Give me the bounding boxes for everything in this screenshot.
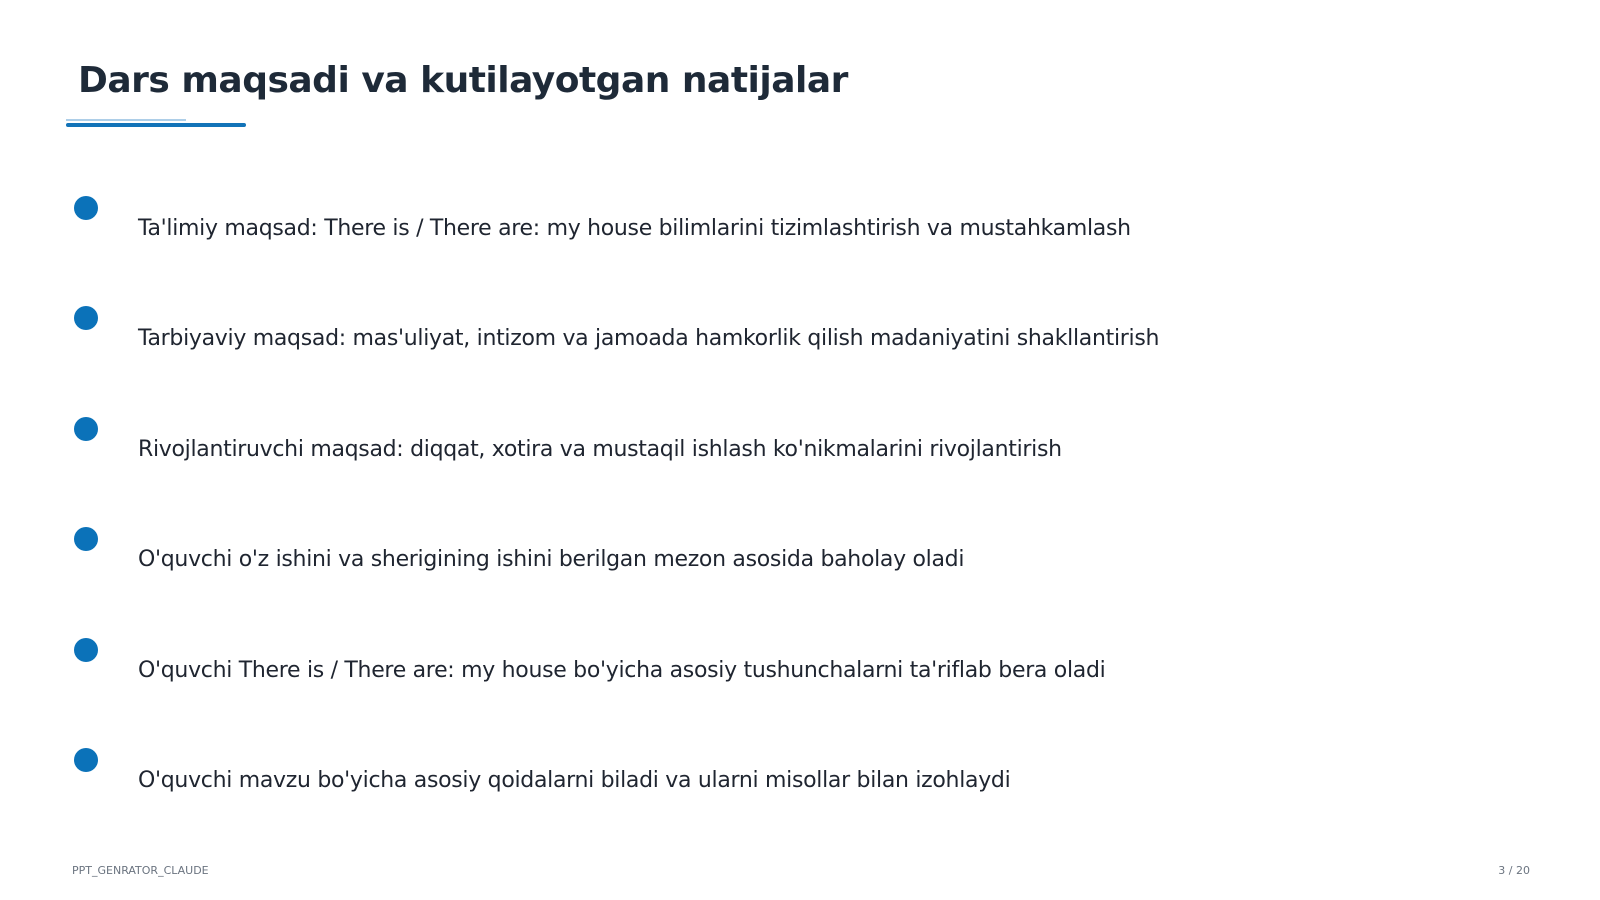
footer-source-label: PPT_GENRATOR_CLAUDE [72,864,209,877]
bullet-dot-icon [74,748,98,772]
bullet-dot-icon [74,306,98,330]
list-item-text: Rivojlantiruvchi maqsad: diqqat, xotira va mustaqil ishlash ko'nikmalarini rivojlantirish [138,437,1062,462]
title-underline-highlight [66,119,186,121]
list-item-text: Tarbiyaviy maqsad: mas'uliyat, intizom va jamoada hamkorlik qilish madaniyatini shakllantirish [138,326,1160,351]
list-item-text: O'quvchi There is / There are: my house bo'yicha asosiy tushunchalarni ta'riflab bera oladi [138,658,1106,683]
bullet-dot-icon [74,196,98,220]
list-item-text: O'quvchi o'z ishini va sherigining ishini berilgan mezon asosida baholay oladi [138,547,965,572]
bullet-dot-icon [74,417,98,441]
page-indicator: 3 / 20 [1498,864,1530,877]
title-underline [66,123,246,127]
list-item [0,306,1400,386]
list-item [0,527,1400,607]
list-item [0,417,1400,497]
list-item-text: Ta'limiy maqsad: There is / There are: my house bilimlarini tizimlashtirish va mustahkamlash [138,216,1131,241]
list-item [0,748,1400,828]
bullet-dot-icon [74,527,98,551]
slide-title: Dars maqsadi va kutilayotgan natijalar [78,60,848,101]
list-item [0,638,1400,718]
list-item-text: O'quvchi mavzu bo'yicha asosiy qoidalarni biladi va ularni misollar bilan izohlaydi [138,768,1011,793]
list-item [0,196,1400,276]
bullet-dot-icon [74,638,98,662]
